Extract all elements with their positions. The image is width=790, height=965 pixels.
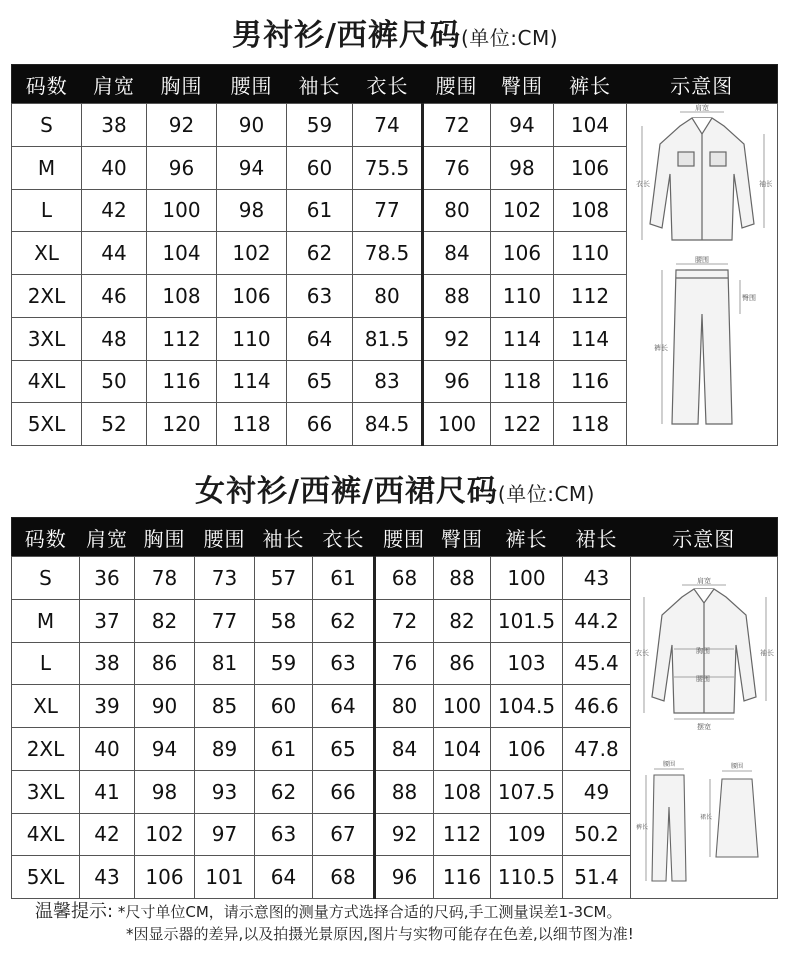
diagram-label-sleeve: 袖长 <box>760 649 774 657</box>
men-header-9: 示意图 <box>627 65 778 104</box>
pants-icon <box>652 775 686 881</box>
size-cell: L <box>12 189 82 232</box>
measurement-cell: 64 <box>313 685 375 728</box>
table-row <box>12 104 778 147</box>
measurement-cell: 112 <box>147 317 217 360</box>
measurement-cell: 118 <box>554 403 627 446</box>
measurement-cell: 94 <box>217 146 287 189</box>
measurement-cell: 62 <box>255 770 313 813</box>
size-cell: M <box>12 599 80 642</box>
measurement-cell: 106 <box>491 232 554 275</box>
measurement-cell: 96 <box>147 146 217 189</box>
men-header-row <box>12 65 778 104</box>
measurement-cell: 107.5 <box>491 770 563 813</box>
measurement-cell: 65 <box>313 728 375 771</box>
women-title-unit: (单位:CM) <box>497 482 595 506</box>
measurement-cell: 63 <box>255 813 313 856</box>
measurement-cell: 40 <box>80 728 135 771</box>
men-header-5: 衣长 <box>353 65 423 104</box>
diagram-label-length: 衣长 <box>636 180 650 188</box>
measurement-cell: 43 <box>80 856 135 899</box>
measurement-cell: 81.5 <box>353 317 423 360</box>
diagram-label-chest: 胸围 <box>696 647 710 655</box>
measurement-cell: 82 <box>434 599 491 642</box>
measurement-cell: 122 <box>491 403 554 446</box>
measurement-cell: 98 <box>217 189 287 232</box>
measurement-cell: 77 <box>195 599 255 642</box>
measurement-cell: 47.8 <box>563 728 631 771</box>
women-title-text: 女衬衫/西裤/西裙尺码 <box>195 474 498 509</box>
women-header-4: 袖长 <box>255 518 313 557</box>
measurement-cell: 37 <box>80 599 135 642</box>
measurement-cell: 46.6 <box>563 685 631 728</box>
measurement-cell: 58 <box>255 599 313 642</box>
measurement-cell: 104 <box>434 728 491 771</box>
measurement-cell: 60 <box>287 146 353 189</box>
measurement-cell: 88 <box>434 557 491 600</box>
measurement-cell: 50 <box>82 360 147 403</box>
tip-line-2 <box>126 923 634 944</box>
measurement-cell: 44 <box>82 232 147 275</box>
size-cell: M <box>12 146 82 189</box>
women-header-5: 衣长 <box>313 518 375 557</box>
measurement-cell: 59 <box>255 642 313 685</box>
measurement-cell: 100 <box>423 403 491 446</box>
measurement-cell: 116 <box>554 360 627 403</box>
measurement-cell: 106 <box>135 856 195 899</box>
measurement-cell: 101.5 <box>491 599 563 642</box>
measurement-cell: 59 <box>287 104 353 147</box>
tip-lead: 温馨提示: <box>35 901 114 922</box>
measurement-cell: 90 <box>135 685 195 728</box>
measurement-cell: 110 <box>217 317 287 360</box>
measurement-cell: 81 <box>195 642 255 685</box>
diagram-label-pants-waist: 腰围 <box>662 761 676 768</box>
measurement-cell: 85 <box>195 685 255 728</box>
measurement-cell: 38 <box>82 104 147 147</box>
diagram-label-skirt-waist: 腰围 <box>730 763 744 770</box>
measurement-cell: 102 <box>135 813 195 856</box>
measurement-cell: 103 <box>491 642 563 685</box>
measurement-cell: 84 <box>423 232 491 275</box>
women-header-2: 胸围 <box>135 518 195 557</box>
measurement-cell: 102 <box>217 232 287 275</box>
measurement-cell: 114 <box>217 360 287 403</box>
measurement-cell: 92 <box>147 104 217 147</box>
measurement-cell: 110 <box>491 275 554 318</box>
measurement-cell: 96 <box>423 360 491 403</box>
measurement-cell: 73 <box>195 557 255 600</box>
measurement-cell: 110.5 <box>491 856 563 899</box>
measurement-cell: 100 <box>434 685 491 728</box>
measurement-cell: 44.2 <box>563 599 631 642</box>
measurement-cell: 108 <box>554 189 627 232</box>
size-cell: S <box>12 104 82 147</box>
diagram-label-pants-waist: 腰围 <box>695 256 709 264</box>
men-size-title <box>0 10 790 54</box>
measurement-cell: 40 <box>82 146 147 189</box>
women-measurement-diagram <box>634 557 774 893</box>
measurement-cell: 92 <box>423 317 491 360</box>
measurement-cell: 49 <box>563 770 631 813</box>
measurement-cell: 112 <box>434 813 491 856</box>
diagram-label-waist: 腰围 <box>696 675 710 683</box>
men-header-3: 腰围 <box>217 65 287 104</box>
size-cell: 5XL <box>12 403 82 446</box>
measurement-cell: 110 <box>554 232 627 275</box>
measurement-cell: 39 <box>80 685 135 728</box>
diagram-label-skirt-length: 裙长 <box>700 814 713 821</box>
size-cell: S <box>12 557 80 600</box>
measurement-cell: 112 <box>554 275 627 318</box>
diagram-label-pants-length: 裤长 <box>654 344 668 352</box>
measurement-cell: 80 <box>423 189 491 232</box>
measurement-cell: 82 <box>135 599 195 642</box>
measurement-cell: 57 <box>255 557 313 600</box>
diagram-label-hip: 臀围 <box>742 294 756 302</box>
measurement-cell: 108 <box>147 275 217 318</box>
measurement-cell: 84 <box>375 728 434 771</box>
measurement-cell: 63 <box>313 642 375 685</box>
measurement-cell: 72 <box>423 104 491 147</box>
measurement-cell: 62 <box>313 599 375 642</box>
measurement-cell: 101 <box>195 856 255 899</box>
men-header-7: 臀围 <box>491 65 554 104</box>
measurement-cell: 118 <box>491 360 554 403</box>
size-cell: XL <box>12 685 80 728</box>
measurement-cell: 104 <box>147 232 217 275</box>
measurement-cell: 61 <box>255 728 313 771</box>
measurement-cell: 120 <box>147 403 217 446</box>
measurement-cell: 90 <box>217 104 287 147</box>
size-cell: 2XL <box>12 728 80 771</box>
diagram-label-sleeve: 袖长 <box>759 180 772 188</box>
women-header-8: 裤长 <box>491 518 563 557</box>
tip-text-1: *尺寸单位CM，请示意图的测量方式选择合适的尺码,手工测量误差1-3CM。 <box>117 903 622 921</box>
measurement-cell: 52 <box>82 403 147 446</box>
pants-icon <box>672 270 732 424</box>
measurement-cell: 102 <box>491 189 554 232</box>
measurement-cell: 38 <box>80 642 135 685</box>
measurement-cell: 106 <box>554 146 627 189</box>
measurement-cell: 104 <box>554 104 627 147</box>
measurement-cell: 94 <box>491 104 554 147</box>
table-row <box>12 557 778 600</box>
measurement-cell: 106 <box>217 275 287 318</box>
measurement-cell: 78 <box>135 557 195 600</box>
measurement-cell: 93 <box>195 770 255 813</box>
diagram-label-length: 衣长 <box>635 649 649 657</box>
measurement-cell: 100 <box>147 189 217 232</box>
measurement-cell: 42 <box>80 813 135 856</box>
measurement-cell: 88 <box>423 275 491 318</box>
measurement-cell: 80 <box>375 685 434 728</box>
measurement-cell: 72 <box>375 599 434 642</box>
measurement-cell: 76 <box>375 642 434 685</box>
measurement-cell: 45.4 <box>563 642 631 685</box>
measurement-cell: 62 <box>287 232 353 275</box>
diagram-label-shoulder: 肩宽 <box>697 577 711 585</box>
measurement-cell: 61 <box>287 189 353 232</box>
measurement-cell: 76 <box>423 146 491 189</box>
measurement-cell: 86 <box>434 642 491 685</box>
measurement-cell: 65 <box>287 360 353 403</box>
measurement-cell: 64 <box>255 856 313 899</box>
size-cell: L <box>12 642 80 685</box>
measurement-cell: 98 <box>135 770 195 813</box>
measurement-cell: 89 <box>195 728 255 771</box>
measurement-cell: 75.5 <box>353 146 423 189</box>
size-cell: XL <box>12 232 82 275</box>
measurement-cell: 66 <box>287 403 353 446</box>
size-cell: 5XL <box>12 856 80 899</box>
measurement-cell: 98 <box>491 146 554 189</box>
men-size-table <box>11 64 778 446</box>
measurement-cell: 43 <box>563 557 631 600</box>
women-header-10: 示意图 <box>631 518 778 557</box>
measurement-cell: 61 <box>313 557 375 600</box>
women-size-table <box>11 517 778 899</box>
measurement-cell: 116 <box>147 360 217 403</box>
measurement-cell: 60 <box>255 685 313 728</box>
measurement-cell: 109 <box>491 813 563 856</box>
men-header-0: 码数 <box>12 65 82 104</box>
women-header-1: 肩宽 <box>80 518 135 557</box>
women-diagram-cell <box>631 557 778 899</box>
women-header-row <box>12 518 778 557</box>
men-header-4: 袖长 <box>287 65 353 104</box>
measurement-cell: 108 <box>434 770 491 813</box>
men-measurement-diagram <box>632 104 772 440</box>
men-title-text: 男衬衫/西裤尺码 <box>231 18 461 53</box>
women-header-6: 腰围 <box>375 518 434 557</box>
measurement-cell: 104.5 <box>491 685 563 728</box>
measurement-cell: 74 <box>353 104 423 147</box>
measurement-cell: 106 <box>491 728 563 771</box>
diagram-label-hem: 摆宽 <box>697 723 711 731</box>
measurement-cell: 100 <box>491 557 563 600</box>
tip-line-1 <box>35 897 621 923</box>
measurement-cell: 41 <box>80 770 135 813</box>
men-header-1: 肩宽 <box>82 65 147 104</box>
measurement-cell: 68 <box>375 557 434 600</box>
measurement-cell: 83 <box>353 360 423 403</box>
women-size-title <box>0 466 790 510</box>
women-header-9: 裙长 <box>563 518 631 557</box>
measurement-cell: 96 <box>375 856 434 899</box>
size-cell: 3XL <box>12 770 80 813</box>
measurement-cell: 86 <box>135 642 195 685</box>
measurement-cell: 94 <box>135 728 195 771</box>
shirt-icon <box>650 118 754 240</box>
measurement-cell: 66 <box>313 770 375 813</box>
measurement-cell: 88 <box>375 770 434 813</box>
measurement-cell: 51.4 <box>563 856 631 899</box>
measurement-cell: 118 <box>217 403 287 446</box>
women-header-7: 臀围 <box>434 518 491 557</box>
size-cell: 4XL <box>12 813 80 856</box>
men-header-8: 裤长 <box>554 65 627 104</box>
measurement-cell: 78.5 <box>353 232 423 275</box>
measurement-cell: 36 <box>80 557 135 600</box>
measurement-cell: 50.2 <box>563 813 631 856</box>
measurement-cell: 116 <box>434 856 491 899</box>
size-cell: 3XL <box>12 317 82 360</box>
measurement-cell: 67 <box>313 813 375 856</box>
measurement-cell: 84.5 <box>353 403 423 446</box>
measurement-cell: 92 <box>375 813 434 856</box>
measurement-cell: 46 <box>82 275 147 318</box>
measurement-cell: 48 <box>82 317 147 360</box>
diagram-label-shoulder: 肩宽 <box>695 104 709 112</box>
size-cell: 4XL <box>12 360 82 403</box>
measurement-cell: 68 <box>313 856 375 899</box>
men-title-unit: (单位:CM) <box>460 26 559 50</box>
women-header-3: 腰围 <box>195 518 255 557</box>
measurement-cell: 42 <box>82 189 147 232</box>
measurement-cell: 80 <box>353 275 423 318</box>
men-header-2: 胸围 <box>147 65 217 104</box>
measurement-cell: 114 <box>491 317 554 360</box>
measurement-cell: 63 <box>287 275 353 318</box>
women-header-0: 码数 <box>12 518 80 557</box>
measurement-cell: 64 <box>287 317 353 360</box>
size-cell: 2XL <box>12 275 82 318</box>
men-diagram-cell <box>627 104 778 446</box>
measurement-cell: 77 <box>353 189 423 232</box>
tip-text-2: *因显示器的差异,以及拍摄光景原因,图片与实物可能存在色差,以细节图为准! <box>126 925 634 943</box>
measurement-cell: 114 <box>554 317 627 360</box>
men-header-6: 腰围 <box>423 65 491 104</box>
measurement-cell: 97 <box>195 813 255 856</box>
diagram-label-pants-length: 裤长 <box>636 824 649 831</box>
skirt-icon <box>716 779 758 857</box>
